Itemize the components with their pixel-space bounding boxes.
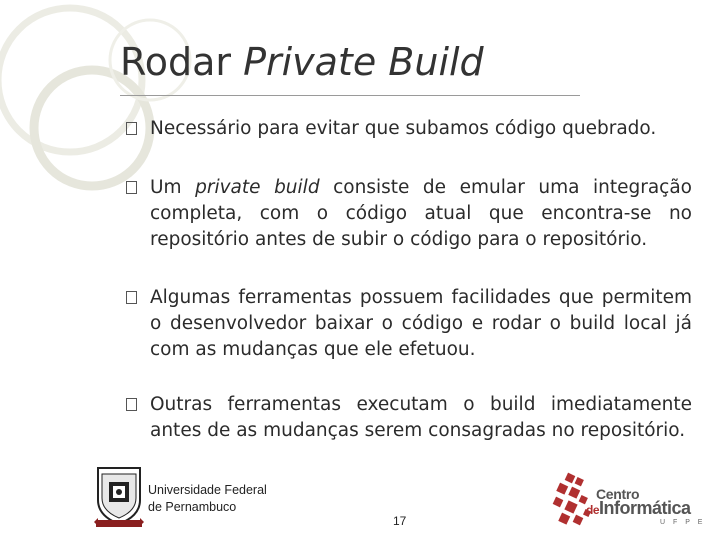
bullet-text-italic: private build <box>195 177 320 198</box>
cin-logo <box>548 466 708 532</box>
cin-line3: U F P E <box>660 519 706 526</box>
bullet-text <box>150 175 692 253</box>
cin-informatica: Informática <box>599 498 691 518</box>
bullet-item <box>126 116 692 142</box>
bullet-text: Necessário para evitar que subamos código quebrado. <box>150 118 657 139</box>
slide-title <box>120 40 484 84</box>
title-underline <box>120 95 580 96</box>
bullet-text: Outras ferramentas executam o build imediatamente antes de as mudanças serem consagradas no repositório. <box>150 394 692 441</box>
cin-line1: Centro <box>596 486 640 502</box>
bullet-box-icon <box>126 181 137 194</box>
ufpe-crest-logo <box>92 466 146 530</box>
university-line2: de Pernambuco <box>148 500 237 514</box>
bullet-item <box>126 175 692 253</box>
cin-line2 <box>586 498 691 519</box>
bullet-item <box>126 392 692 444</box>
bullet-text-after: consiste de emular uma integração completa, com o código atual que encontra-se no repositório antes de subir o código para o repositório. <box>150 177 692 250</box>
bullet-box-icon <box>126 122 137 135</box>
university-name <box>148 482 267 516</box>
bullet-text: Algumas ferramentas possuem facilidades que permitem o desenvolvedor baixar o código e rodar o build local já com as mudanças que ele efetuou. <box>150 287 692 360</box>
university-line1: Universidade Federal <box>148 483 267 497</box>
bullet-item <box>126 285 692 363</box>
bullet-text-before: Um <box>150 177 196 198</box>
slide-title-italic: Private Build <box>243 40 484 84</box>
slide-title-plain: Rodar <box>120 40 244 84</box>
bullet-box-icon <box>126 291 137 304</box>
cin-de: de <box>586 503 600 517</box>
bullet-box-icon <box>126 398 137 411</box>
page-number: 17 <box>393 514 407 528</box>
